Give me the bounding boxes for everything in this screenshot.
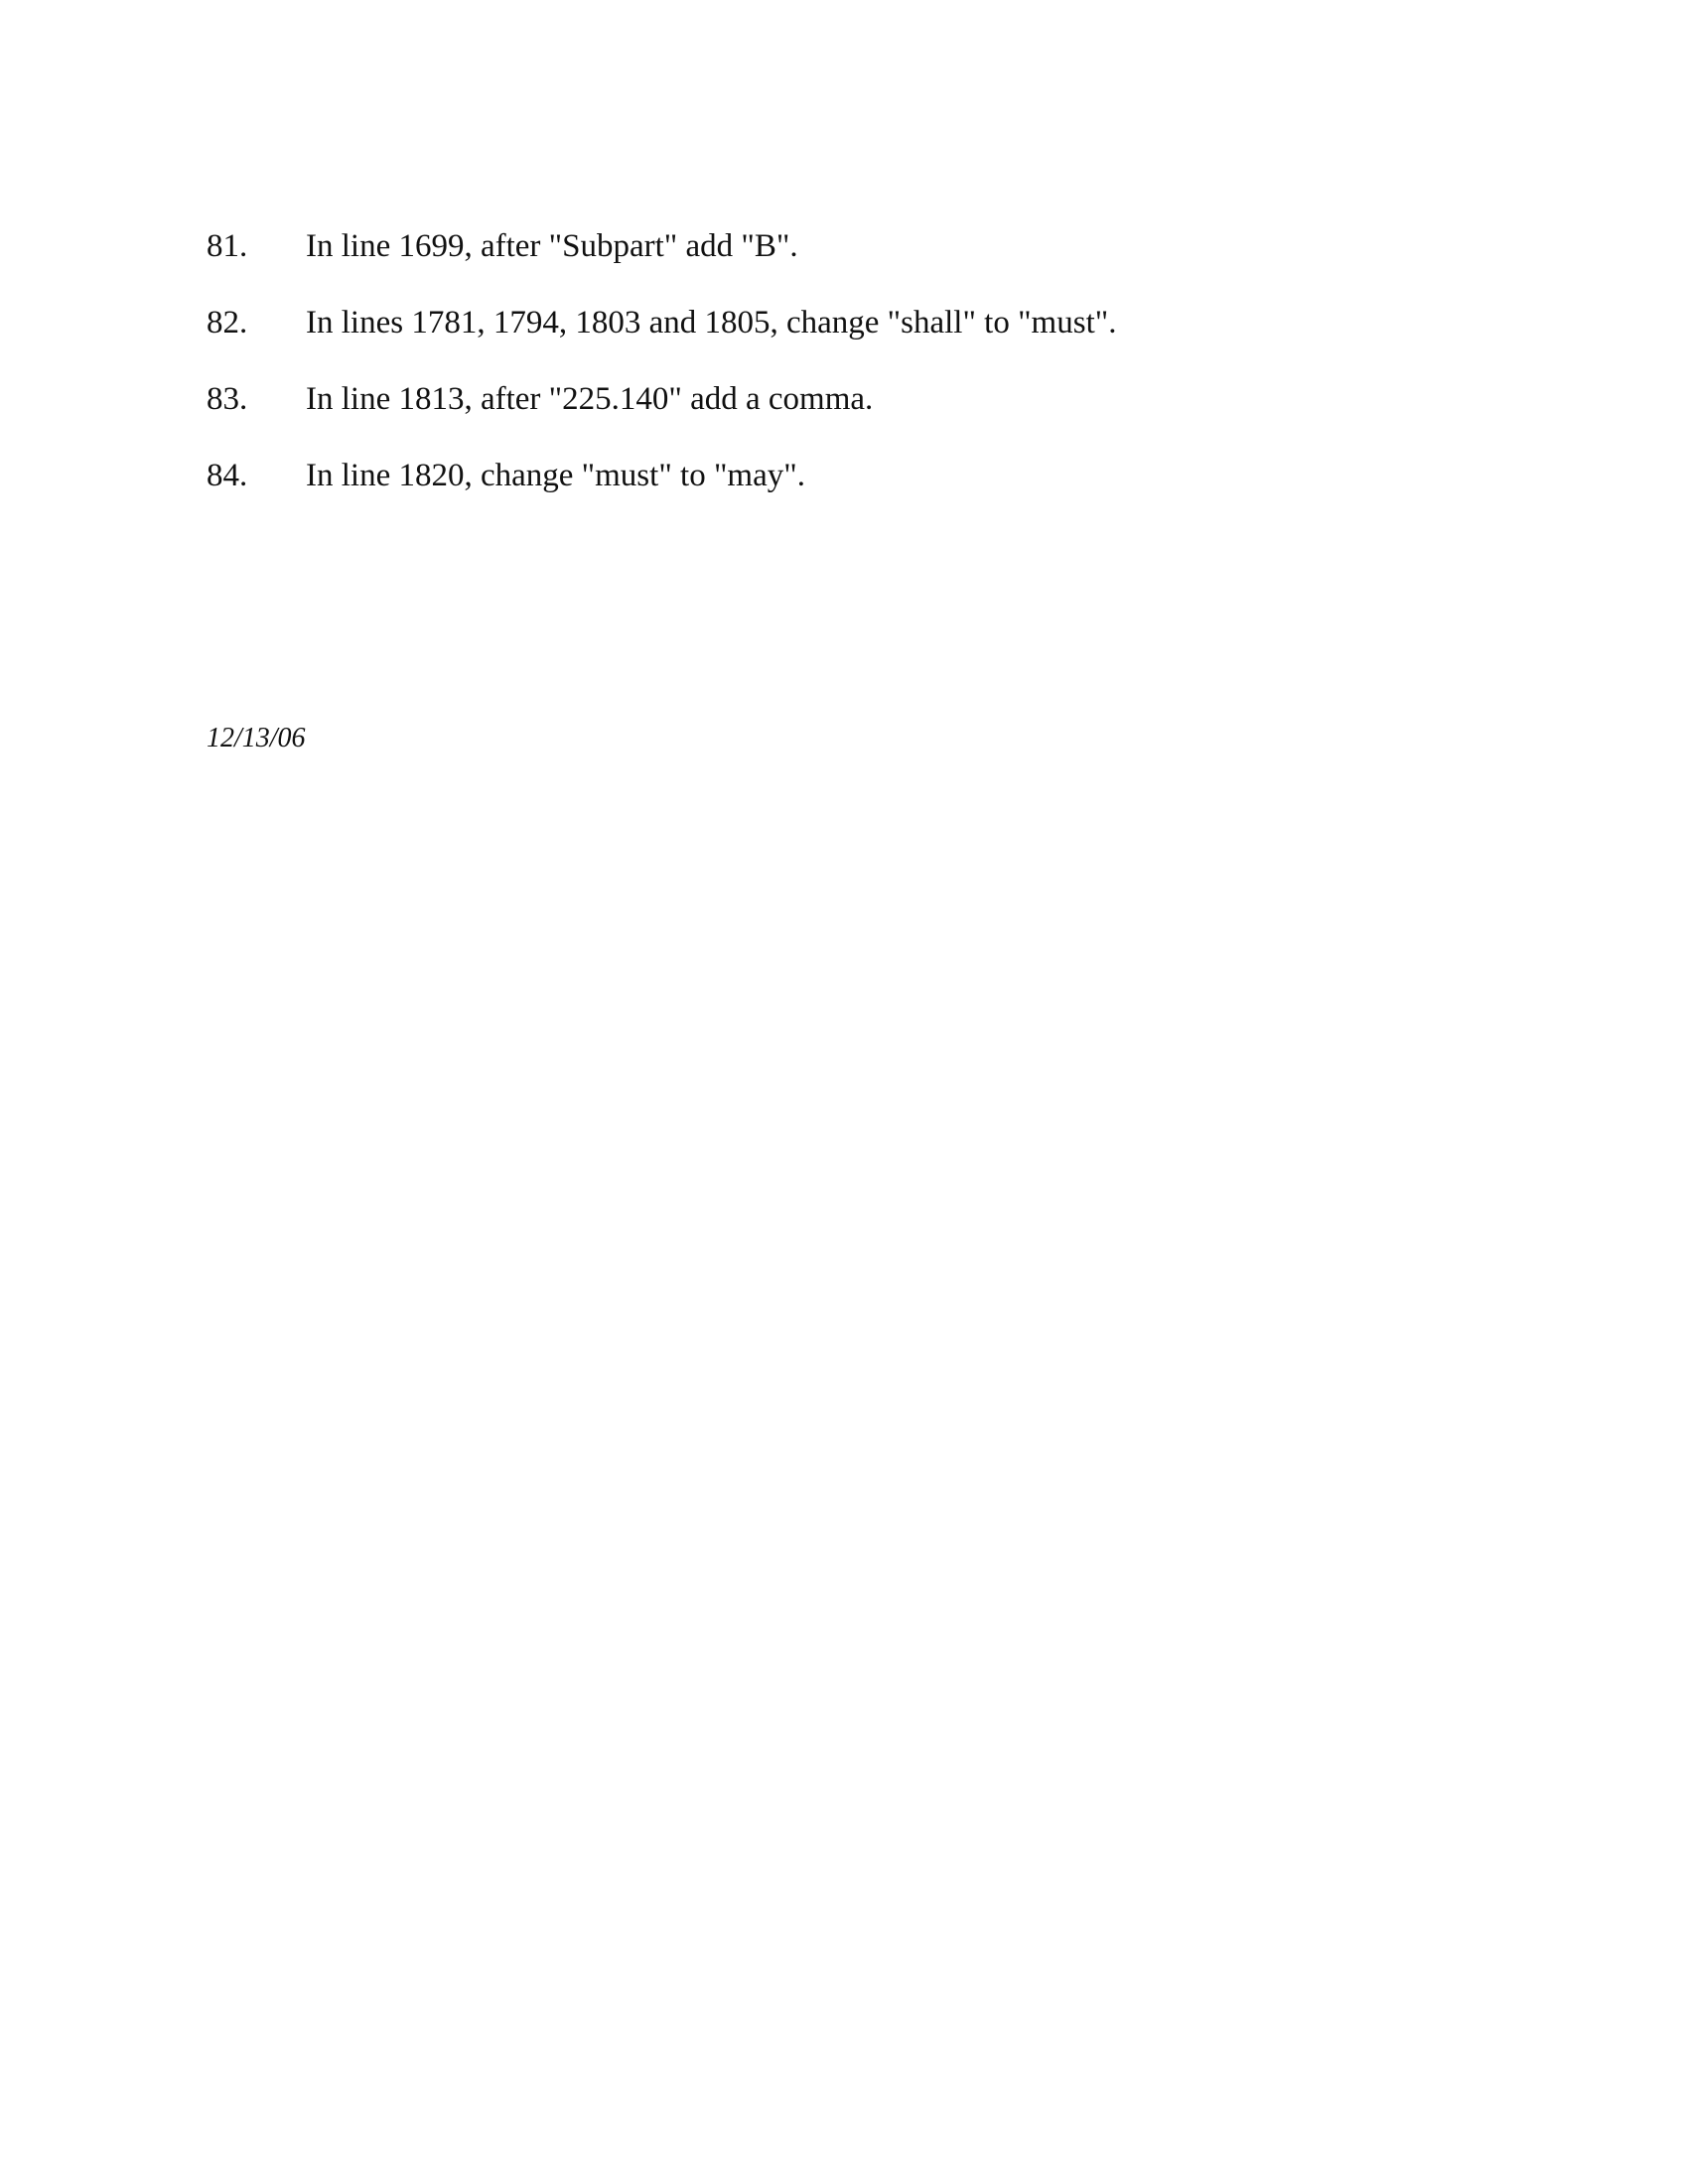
- document-date: 12/13/06: [207, 723, 306, 753]
- amendment-item: [207, 377, 1497, 454]
- amendment-number: 83.: [207, 381, 248, 417]
- amendment-list: [207, 224, 1497, 530]
- amendment-item: [207, 454, 1497, 530]
- amendment-text: In lines 1781, 1794, 1803 and 1805, change "shall" to "must".: [306, 305, 1117, 341]
- amendment-number: 82.: [207, 305, 248, 341]
- amendment-number: 81.: [207, 228, 248, 264]
- amendment-item: [207, 301, 1497, 377]
- amendment-text: In line 1820, change "must" to "may".: [306, 458, 805, 493]
- amendment-item: [207, 224, 1497, 301]
- amendment-text: In line 1699, after "Subpart" add "B".: [306, 228, 798, 264]
- amendment-number: 84.: [207, 458, 248, 493]
- amendment-text: In line 1813, after "225.140" add a comma.: [306, 381, 874, 417]
